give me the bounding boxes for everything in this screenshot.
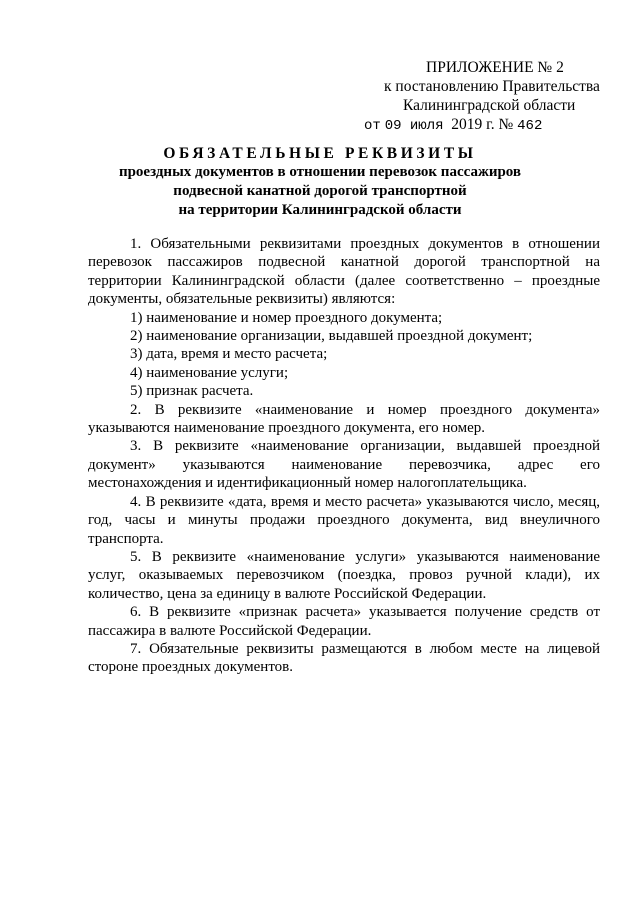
title-subtitle-line-2: подвесной канатной дорогой транспортной — [173, 183, 467, 199]
document-body — [88, 235, 600, 677]
paragraph-5: 5. В реквизите «наименование услуги» указываются наименование услуг, оказываемых перевозчиком (поездка, провоз ручной клади), их количество, цена за единицу в валюте Российской Федерации. — [88, 548, 600, 602]
paragraph-1: 1. Обязательными реквизитами проездных документов в отношении перевозок пассажиров подвесной канатной дорогой транспортной на территории Калининградской области (далее соответственно – проездные документы, обязательные реквизиты) являются: — [88, 236, 600, 308]
list-item: 3) дата, время и место расчета; — [130, 346, 328, 363]
title-subtitle-line-1: проездных документов в отношении перевозок пассажиров — [118, 164, 522, 180]
paragraph-4: 4. В реквизите «дата, время и место расчета» указываются число, месяц, год, часы и минуты продажи проездного документа, вид внеуличного транспорта. — [88, 493, 600, 547]
date-day-month: 09 июля — [384, 118, 444, 134]
document-title — [0, 144, 640, 220]
appendix-region: Калининградской области — [403, 97, 576, 114]
date-prefix: от — [364, 118, 381, 134]
title-subtitle-line-3: на территории Калининградской области — [178, 202, 462, 218]
appendix-reference: к постановлению Правительства — [384, 78, 600, 95]
list-item: 5) признак расчета. — [130, 383, 254, 400]
list-item: 1) наименование и номер проездного документа; — [130, 309, 443, 326]
date-year: 2019 г. № — [451, 116, 514, 133]
paragraph-3: 3. В реквизите «наименование организации, выдавшей проездной документ» указываются наименование перевозчика, адрес его местонахождения и идентификационный номер налогоплательщика. — [88, 438, 600, 492]
paragraph-2: 2. В реквизите «наименование и номер проездного документа» указываются наименование проездного документа, его номер. — [88, 401, 600, 437]
paragraph-7: 7. Обязательные реквизиты размещаются в любом месте на лицевой стороне проездных документов. — [88, 640, 600, 676]
appendix-header — [360, 58, 610, 136]
appendix-number: ПРИЛОЖЕНИЕ № 2 — [426, 59, 564, 76]
list-item: 4) наименование услуги; — [130, 364, 289, 381]
document-number: 462 — [517, 118, 543, 134]
paragraph-6: 6. В реквизите «признак расчета» указывается получение средств от пассажира в валюте Российской Федерации. — [88, 604, 600, 639]
appendix-date-line — [360, 115, 610, 136]
list-item: 2) наименование организации, выдавшей проездной документ; — [130, 328, 533, 345]
title-main: ОБЯЗАТЕЛЬНЫЕ РЕКВИЗИТЫ — [163, 145, 477, 162]
